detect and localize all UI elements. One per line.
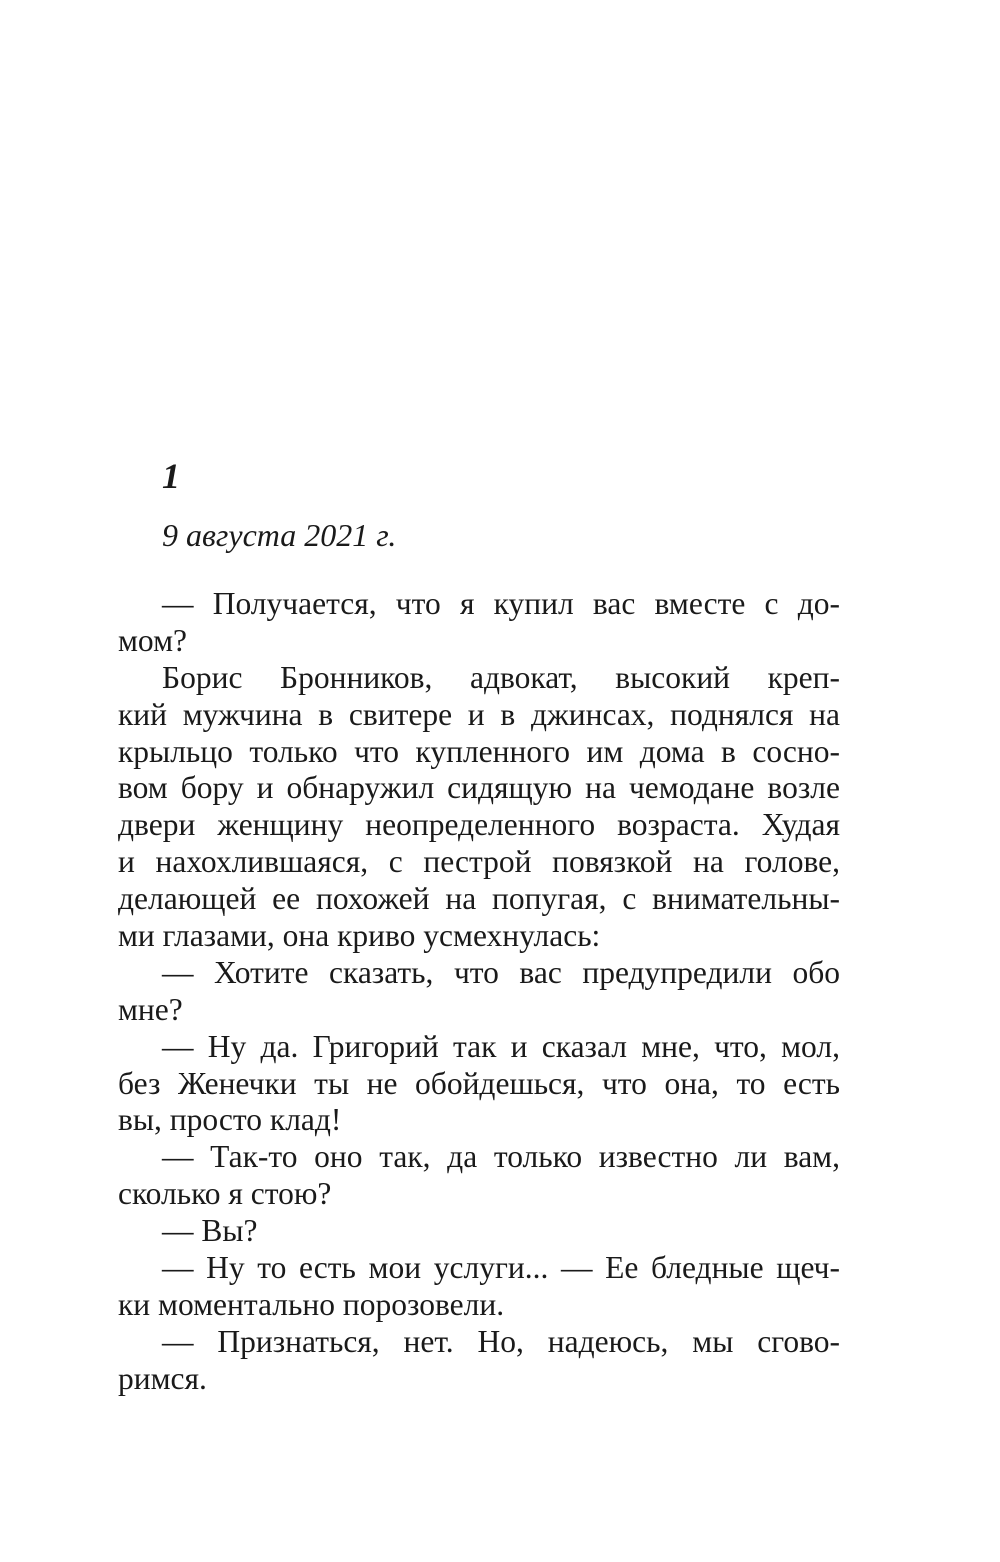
text-line: делающей ее похожей на попугая, с внимательны- — [118, 881, 840, 917]
chapter-number: 1 — [162, 456, 180, 496]
text-line: — Признаться, нет. Но, надеюсь, мы сгово- — [162, 1323, 840, 1359]
text-line: Борис Бронников, адвокат, высокий креп- — [162, 659, 840, 695]
text-line: и нахохлившаяся, с пестрой повязкой на голове, — [118, 844, 840, 880]
text-line: мне? — [118, 991, 183, 1027]
text-line: — Так-то оно так, да только известно ли вам, — [162, 1139, 840, 1175]
text-line: — Ну то есть мои услуги... — Ее бледные щеч- — [162, 1250, 840, 1286]
text-line: римся. — [118, 1360, 207, 1396]
text-line: двери женщину неопределенного возраста. Худая — [118, 807, 840, 843]
chapter-date: 9 августа 2021 г. — [162, 517, 397, 553]
text-line: без Женечки ты не обойдешься, что она, то есть — [118, 1065, 840, 1101]
text-line: вом бору и обнаружил сидящую на чемодане возле — [118, 770, 840, 806]
text-line: — Получается, что я купил вас вместе с до- — [162, 586, 840, 621]
text-line: мом? — [118, 622, 187, 658]
body-text — [118, 586, 840, 1398]
text-line: кий мужчина в свитере и в джинсах, поднялся на — [118, 696, 840, 732]
text-line: — Ну да. Григорий так и сказал мне, что, мол, — [162, 1028, 840, 1064]
text-line: — Вы? — [162, 1213, 258, 1249]
text-line: вы, просто клад! — [118, 1102, 342, 1138]
text-line: — Хотите сказать, что вас предупредили обо — [162, 954, 840, 990]
text-line: ми глазами, она криво усмехнулась: — [118, 918, 601, 954]
text-line: ки моментально порозовели. — [118, 1286, 505, 1322]
text-line: сколько я стою? — [118, 1176, 332, 1212]
text-line: крыльцо только что купленного им дома в сосно- — [118, 733, 840, 769]
